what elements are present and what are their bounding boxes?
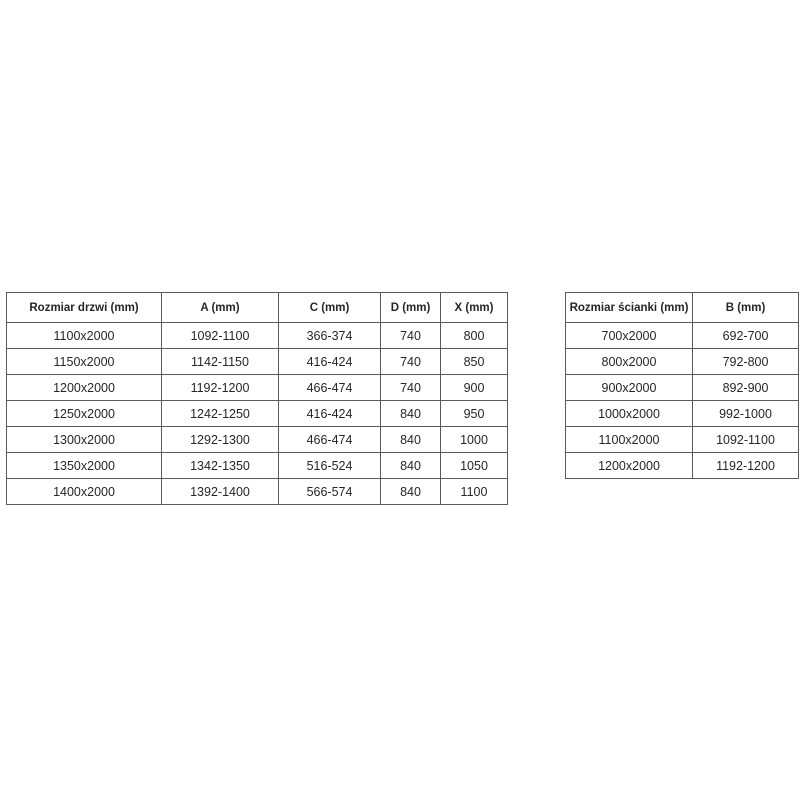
cell: 1000x2000 [566,401,693,427]
table-row [566,401,799,427]
cell: 1242-1250 [162,401,279,427]
table-row [7,427,508,453]
cell: 740 [381,323,441,349]
cell: 1192-1200 [162,375,279,401]
cell: 840 [381,401,441,427]
cell: 740 [381,375,441,401]
cell: 840 [381,479,441,505]
table-row [566,349,799,375]
cell: 1350x2000 [7,453,162,479]
cell: 840 [381,453,441,479]
wall-sizes-table [565,292,799,479]
header-a-mm: A (mm) [162,293,279,323]
cell: 1050 [441,453,508,479]
cell: 800x2000 [566,349,693,375]
cell: 416-424 [279,401,381,427]
cell: 1100x2000 [566,427,693,453]
table-row [566,453,799,479]
cell: 900x2000 [566,375,693,401]
cell: 416-424 [279,349,381,375]
cell: 1200x2000 [566,453,693,479]
cell: 792-800 [693,349,799,375]
table-row [566,427,799,453]
cell: 1392-1400 [162,479,279,505]
door-sizes-table [6,292,508,505]
cell: 950 [441,401,508,427]
cell: 516-524 [279,453,381,479]
header-rozmiar-drzwi: Rozmiar drzwi (mm) [7,293,162,323]
cell: 1200x2000 [7,375,162,401]
header-c-mm: C (mm) [279,293,381,323]
cell: 892-900 [693,375,799,401]
cell: 800 [441,323,508,349]
cell: 1192-1200 [693,453,799,479]
table-row [566,323,799,349]
cell: 1150x2000 [7,349,162,375]
table-header-row [7,293,508,323]
cell: 850 [441,349,508,375]
cell: 992-1000 [693,401,799,427]
cell: 1300x2000 [7,427,162,453]
cell: 1400x2000 [7,479,162,505]
cell: 1092-1100 [693,427,799,453]
cell: 900 [441,375,508,401]
header-d-mm: D (mm) [381,293,441,323]
table-row [7,349,508,375]
cell: 1100 [441,479,508,505]
header-b-mm: B (mm) [693,293,799,323]
cell: 840 [381,427,441,453]
cell: 1250x2000 [7,401,162,427]
table-row [7,375,508,401]
cell: 692-700 [693,323,799,349]
cell: 366-374 [279,323,381,349]
header-x-mm: X (mm) [441,293,508,323]
cell: 466-474 [279,427,381,453]
cell: 1100x2000 [7,323,162,349]
cell: 466-474 [279,375,381,401]
cell: 566-574 [279,479,381,505]
cell: 700x2000 [566,323,693,349]
cell: 1292-1300 [162,427,279,453]
table-row [7,323,508,349]
cell: 1092-1100 [162,323,279,349]
cell: 740 [381,349,441,375]
cell: 1342-1350 [162,453,279,479]
cell: 1142-1150 [162,349,279,375]
table-row [566,375,799,401]
table-header-row [566,293,799,323]
table-row [7,401,508,427]
cell: 1000 [441,427,508,453]
table-row [7,479,508,505]
header-rozmiar-scianki: Rozmiar ścianki (mm) [566,293,693,323]
table-row [7,453,508,479]
